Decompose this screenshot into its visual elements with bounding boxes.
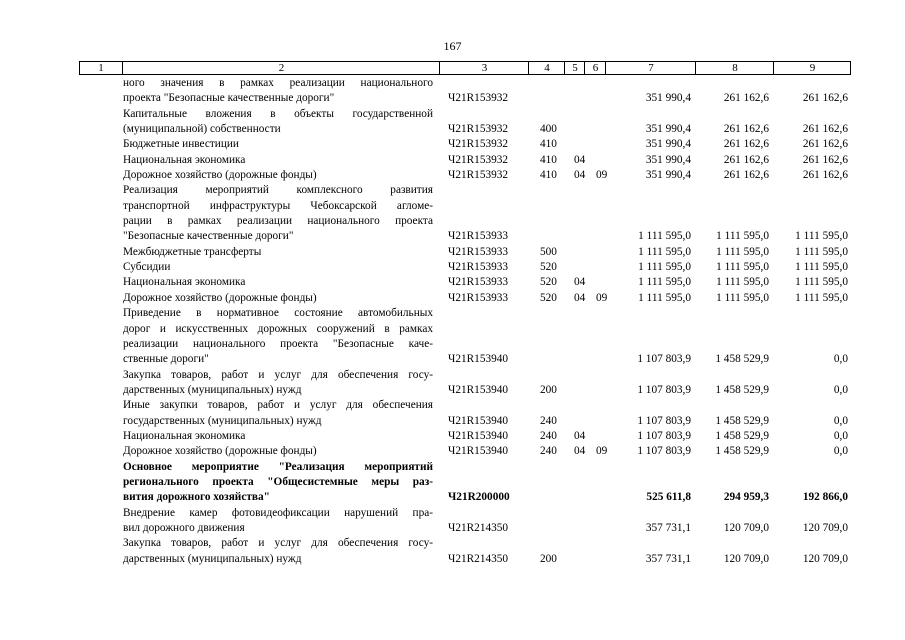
table-row xyxy=(0,183,905,198)
col4-cell: 520 xyxy=(540,261,557,274)
row-description: рации в рамках реализации национального проекта xyxy=(123,215,433,228)
code-cell: Ч21R153940 xyxy=(448,445,509,458)
col4-cell: 410 xyxy=(540,138,557,151)
value-col8: 261 162,6 xyxy=(723,138,769,151)
row-description: ственные дороги" xyxy=(123,353,209,366)
row-description: дорог и искусственных дорожных сооружений в рамках xyxy=(123,322,433,335)
row-description: вития дорожного хозяйства" xyxy=(123,491,270,504)
value-col8: 120 709,0 xyxy=(723,552,769,565)
table-row xyxy=(0,291,905,306)
row-description: Внедрение камер фотовидеофиксации нарушений пра- xyxy=(123,506,433,519)
value-col9: 0,0 xyxy=(833,429,848,442)
table-row xyxy=(0,306,905,321)
col4-cell: 200 xyxy=(540,383,557,396)
code-cell: Ч21R153932 xyxy=(448,169,509,182)
row-description: Бюджетные инвестиции xyxy=(123,138,239,151)
table-row xyxy=(0,521,905,536)
value-col9: 261 162,6 xyxy=(802,169,848,182)
value-col8: 1 458 529,9 xyxy=(715,414,769,427)
value-col8: 1 458 529,9 xyxy=(715,353,769,366)
header-col-4: 4 xyxy=(528,62,565,74)
value-col9: 1 111 595,0 xyxy=(795,230,848,243)
row-description: Субсидии xyxy=(123,261,171,274)
table-row xyxy=(0,352,905,367)
code-cell: Ч21R153940 xyxy=(448,383,509,396)
value-col8: 1 111 595,0 xyxy=(716,230,769,243)
value-col9: 261 162,6 xyxy=(802,153,848,166)
header-col-7: 7 xyxy=(605,62,696,74)
row-description: Национальная экономика xyxy=(123,429,246,442)
col4-cell: 410 xyxy=(540,153,557,166)
col4-cell: 200 xyxy=(540,552,557,565)
value-col8: 1 111 595,0 xyxy=(716,291,769,304)
row-description: Межбюджетные трансферты xyxy=(123,245,262,258)
table-row xyxy=(0,168,905,183)
value-col8: 120 709,0 xyxy=(723,521,769,534)
col4-cell: 240 xyxy=(540,414,557,427)
value-col8: 261 162,6 xyxy=(723,169,769,182)
row-description: Дорожное хозяйство (дорожные фонды) xyxy=(123,445,317,458)
col5-cell: 04 xyxy=(574,169,586,182)
row-description: дарственных (муниципальных) нужд xyxy=(123,552,302,565)
table-row xyxy=(0,368,905,383)
row-description: Закупка товаров, работ и услуг для обеспечения госу- xyxy=(123,368,433,381)
col6-cell: 09 xyxy=(596,291,608,304)
value-col7: 357 731,1 xyxy=(645,521,691,534)
table-row xyxy=(0,229,905,244)
code-cell: Ч21R153932 xyxy=(448,92,509,105)
row-description: регионального проекта "Общесистемные меры раз- xyxy=(123,475,433,488)
header-col-3: 3 xyxy=(439,62,529,74)
value-col8: 1 458 529,9 xyxy=(715,383,769,396)
code-cell: Ч21R153933 xyxy=(448,291,509,304)
value-col9: 1 111 595,0 xyxy=(795,261,848,274)
value-col8: 1 111 595,0 xyxy=(716,276,769,289)
col5-cell: 04 xyxy=(574,153,586,166)
value-col9: 1 111 595,0 xyxy=(795,291,848,304)
col5-cell: 04 xyxy=(574,291,586,304)
header-col-5: 5 xyxy=(564,62,585,74)
code-cell: Ч21R214350 xyxy=(448,552,509,565)
row-description: вил дорожного движения xyxy=(123,521,245,534)
value-col7: 525 611,8 xyxy=(646,491,691,504)
table-row xyxy=(0,536,905,551)
value-col9: 120 709,0 xyxy=(802,552,848,565)
value-col8: 294 959,3 xyxy=(723,491,769,504)
col5-cell: 04 xyxy=(574,429,586,442)
value-col7: 1 111 595,0 xyxy=(638,245,691,258)
code-cell: Ч21R153932 xyxy=(448,123,509,136)
table-row xyxy=(0,122,905,137)
col4-cell: 240 xyxy=(540,429,557,442)
value-col7: 1 107 803,9 xyxy=(637,445,691,458)
value-col9: 120 709,0 xyxy=(802,521,848,534)
row-description: Капитальные вложения в объекты государственной xyxy=(123,107,433,120)
value-col7: 1 111 595,0 xyxy=(638,276,691,289)
value-col9: 1 111 595,0 xyxy=(795,245,848,258)
table-row xyxy=(0,322,905,337)
code-cell: Ч21R153933 xyxy=(448,261,509,274)
col6-cell: 09 xyxy=(596,445,608,458)
header-col-2: 2 xyxy=(122,62,440,74)
header-col-9: 9 xyxy=(773,62,851,74)
table-row xyxy=(0,383,905,398)
table-row xyxy=(0,337,905,352)
value-col8: 1 111 595,0 xyxy=(716,261,769,274)
table-row xyxy=(0,444,905,459)
col5-cell: 04 xyxy=(574,276,586,289)
row-description: (муниципальной) собственности xyxy=(123,123,281,136)
col4-cell: 500 xyxy=(540,245,557,258)
value-col7: 1 107 803,9 xyxy=(637,414,691,427)
table-row xyxy=(0,107,905,122)
row-description: проекта "Безопасные качественные дороги" xyxy=(123,92,335,105)
table-row xyxy=(0,429,905,444)
table-row xyxy=(0,475,905,490)
value-col8: 1 458 529,9 xyxy=(715,445,769,458)
row-description: ного значения в рамках реализации национального xyxy=(123,77,433,89)
value-col7: 351 990,4 xyxy=(645,153,691,166)
table-row xyxy=(0,214,905,229)
code-cell: Ч21R153940 xyxy=(448,429,509,442)
table-row xyxy=(0,490,905,505)
row-description: дарственных (муниципальных) нужд xyxy=(123,383,302,396)
value-col9: 261 162,6 xyxy=(802,123,848,136)
value-col8: 1 458 529,9 xyxy=(715,429,769,442)
table-row xyxy=(0,506,905,521)
value-col7: 351 990,4 xyxy=(645,169,691,182)
col6-cell: 09 xyxy=(596,169,608,182)
value-col7: 1 107 803,9 xyxy=(637,383,691,396)
value-col7: 351 990,4 xyxy=(645,123,691,136)
value-col9: 0,0 xyxy=(833,383,848,396)
code-cell: Ч21R153940 xyxy=(448,414,509,427)
row-description: Реализация мероприятий комплексного развития xyxy=(123,184,433,197)
value-col7: 357 731,1 xyxy=(645,552,691,565)
table-row xyxy=(0,137,905,152)
row-description: Дорожное хозяйство (дорожные фонды) xyxy=(123,291,317,304)
row-description: Приведение в нормативное состояние автомобильных xyxy=(123,307,433,320)
row-description: Закупка товаров, работ и услуг для обеспечения госу- xyxy=(123,537,433,550)
row-description: реализации национального проекта "Безопасные каче- xyxy=(123,337,433,350)
value-col7: 1 111 595,0 xyxy=(638,261,691,274)
code-cell: Ч21R153932 xyxy=(448,138,509,151)
code-cell: Ч21R214350 xyxy=(448,521,509,534)
code-cell: Ч21R153933 xyxy=(448,245,509,258)
value-col8: 261 162,6 xyxy=(723,123,769,136)
row-description: Иные закупки товаров, работ и услуг для обеспечения xyxy=(123,399,433,412)
value-col8: 1 111 595,0 xyxy=(716,245,769,258)
code-cell: Ч21R153933 xyxy=(448,230,509,243)
row-description: Основное мероприятие "Реализация мероприятий xyxy=(123,460,433,473)
table-row xyxy=(0,91,905,106)
code-cell: Ч21R200000 xyxy=(448,491,510,504)
value-col7: 1 107 803,9 xyxy=(637,353,691,366)
page-number: 167 xyxy=(443,39,462,53)
value-col8: 261 162,6 xyxy=(723,153,769,166)
col4-cell: 520 xyxy=(540,291,557,304)
value-col9: 261 162,6 xyxy=(802,138,848,151)
table-row xyxy=(0,245,905,260)
value-col9: 1 111 595,0 xyxy=(795,276,848,289)
value-col9: 0,0 xyxy=(833,414,848,427)
row-description: Дорожное хозяйство (дорожные фонды) xyxy=(123,169,317,182)
value-col9: 261 162,6 xyxy=(802,92,848,105)
row-description: государственных (муниципальных) нужд xyxy=(123,414,322,427)
value-col7: 1 111 595,0 xyxy=(638,291,691,304)
row-description: "Безопасные качественные дороги" xyxy=(123,230,294,243)
table-row xyxy=(0,153,905,168)
col4-cell: 400 xyxy=(540,123,557,136)
col4-cell: 240 xyxy=(540,445,557,458)
code-cell: Ч21R153932 xyxy=(448,153,509,166)
header-col-6: 6 xyxy=(584,62,606,74)
value-col8: 261 162,6 xyxy=(723,92,769,105)
table-row xyxy=(0,552,905,567)
table-row xyxy=(0,460,905,475)
value-col7: 1 111 595,0 xyxy=(638,230,691,243)
table-row xyxy=(0,260,905,275)
row-description: Национальная экономика xyxy=(123,276,246,289)
code-cell: Ч21R153940 xyxy=(448,353,509,366)
value-col9: 192 866,0 xyxy=(802,491,848,504)
value-col7: 1 107 803,9 xyxy=(637,429,691,442)
row-description: Национальная экономика xyxy=(123,153,246,166)
header-col-1: 1 xyxy=(98,62,104,74)
table-row xyxy=(0,414,905,429)
value-col7: 351 990,4 xyxy=(645,138,691,151)
value-col9: 0,0 xyxy=(833,353,848,366)
header-col-8: 8 xyxy=(695,62,774,74)
row-description: транспортной инфраструктуры Чебоксарской агломе- xyxy=(123,199,433,212)
value-col9: 0,0 xyxy=(833,445,848,458)
col5-cell: 04 xyxy=(574,445,586,458)
table-row xyxy=(0,199,905,214)
table-body xyxy=(0,76,905,567)
col4-cell: 520 xyxy=(540,276,557,289)
table-header xyxy=(79,61,851,75)
table-row xyxy=(0,398,905,413)
col4-cell: 410 xyxy=(540,169,557,182)
table-row xyxy=(0,76,905,91)
value-col7: 351 990,4 xyxy=(645,92,691,105)
table-row xyxy=(0,275,905,290)
code-cell: Ч21R153933 xyxy=(448,276,509,289)
